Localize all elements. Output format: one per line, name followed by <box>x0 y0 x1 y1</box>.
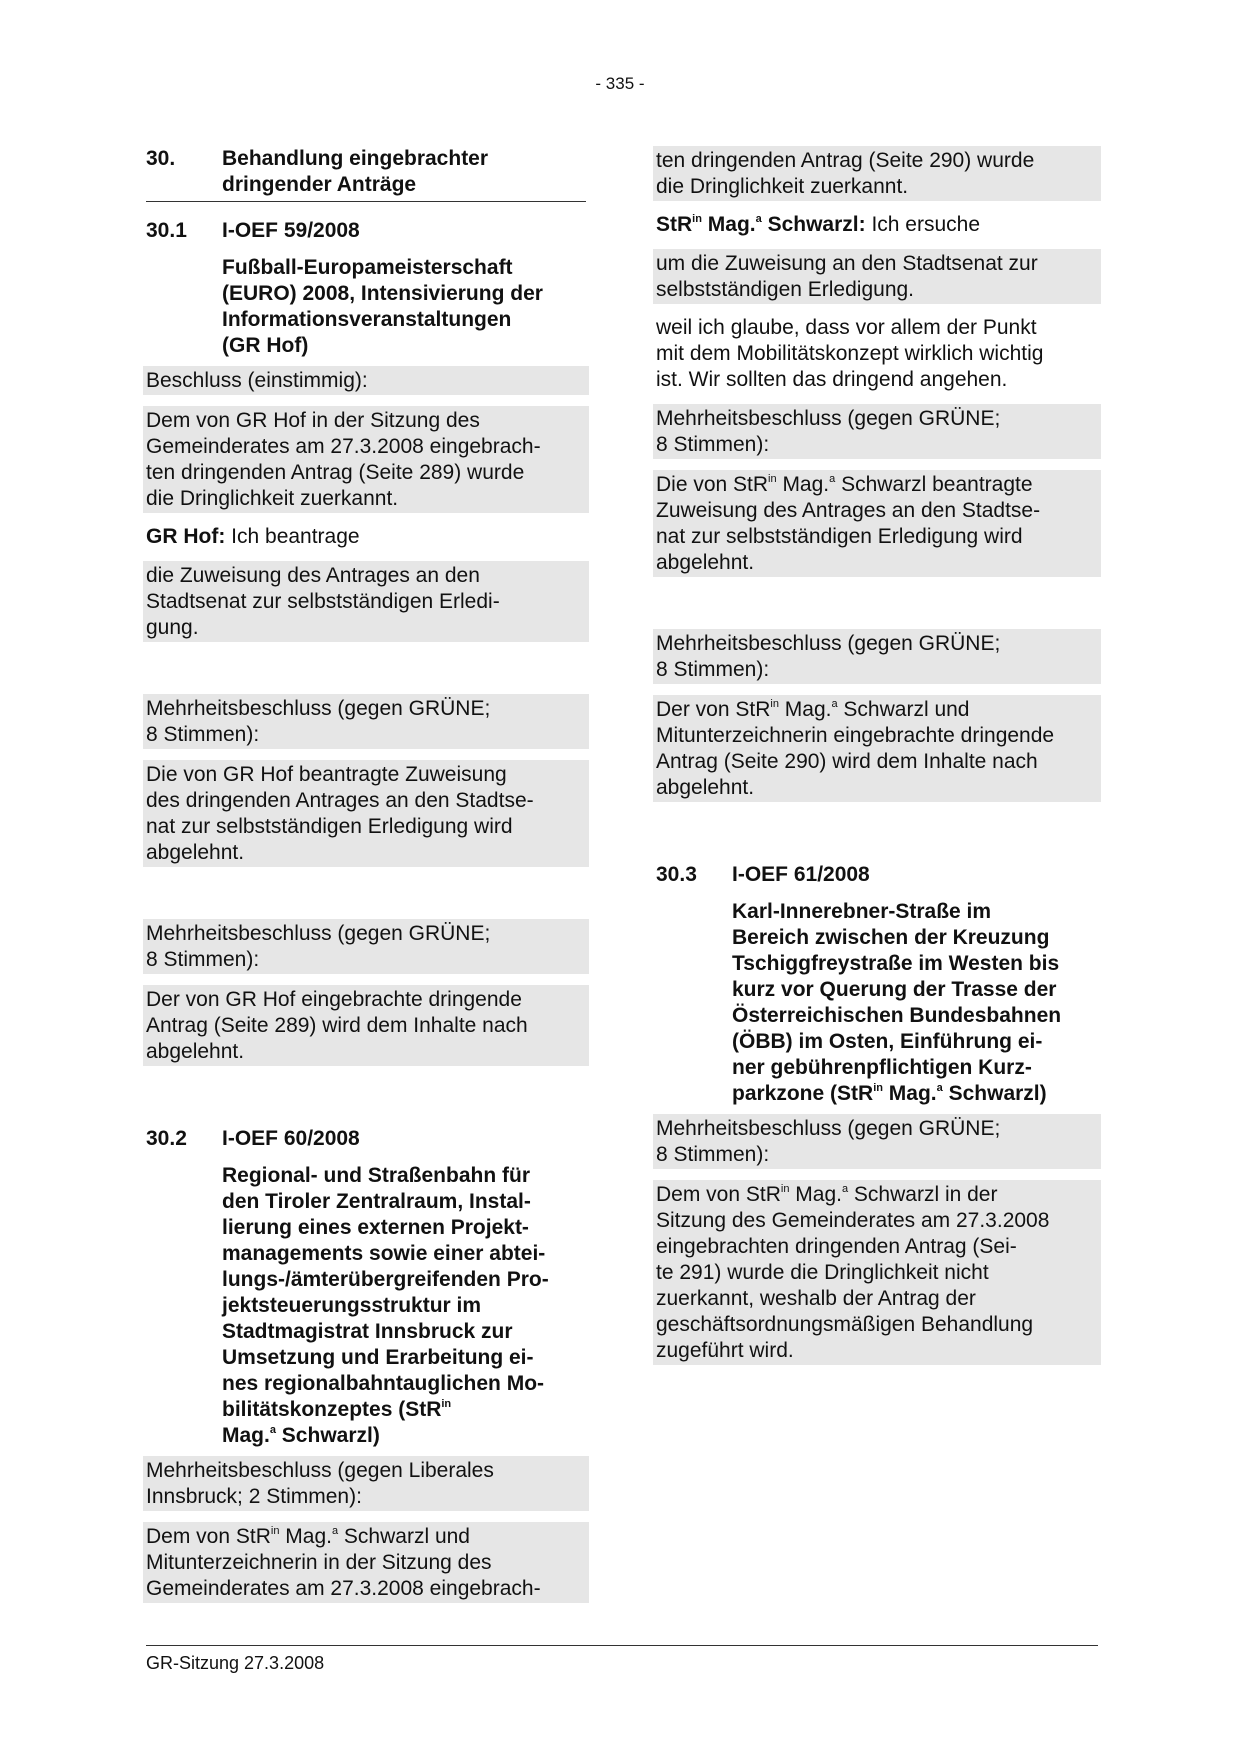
superscript: a <box>831 698 838 710</box>
text-line: abgelehnt. <box>146 1040 245 1063</box>
text-line: Mehrheitsbeschluss (gegen GRÜNE; <box>656 407 1001 430</box>
text-line: 8 Stimmen): <box>146 723 260 746</box>
text-line: nat zur selbstständigen Erledigung wird <box>146 815 513 838</box>
text-line: Antrag (Seite 290) wird dem Inhalte nach <box>656 750 1038 773</box>
text-line <box>656 697 1098 723</box>
text-line <box>146 1524 586 1550</box>
speaker-line <box>656 212 1098 238</box>
section-title-line: Behandlung eingebrachter <box>222 147 489 170</box>
text-line: Beschluss (einstimmig): <box>146 369 368 392</box>
text-line <box>656 472 1098 498</box>
text-line: Der von GR Hof eingebrachte dringende <box>146 988 522 1011</box>
resolution-label <box>653 629 1101 684</box>
text-line: gung. <box>146 616 199 639</box>
text-span: Dem von StR <box>146 1525 271 1548</box>
text-line: Stadtsenat zur selbstständigen Erledi- <box>146 590 500 613</box>
motion-title-line: nes regionalbahntauglichen Mo- <box>222 1372 545 1395</box>
text-span: Mag. <box>789 1183 842 1206</box>
motion-title-line: Informationsveranstaltungen <box>222 308 512 331</box>
motion-title-line: (ÖBB) im Osten, Einführung ei- <box>732 1030 1043 1053</box>
text-line: Mehrheitsbeschluss (gegen GRÜNE; <box>146 697 491 720</box>
motion-title-line: Bereich zwischen der Kreuzung <box>732 926 1050 949</box>
resolution-label <box>143 694 589 749</box>
motion-title <box>222 255 586 359</box>
speaker-text: Ich ersuche <box>865 213 981 236</box>
superscript: a <box>269 1424 276 1436</box>
text-line: te 291) wurde die Dringlichkeit nicht <box>656 1261 989 1284</box>
superscript: in <box>441 1398 452 1410</box>
motion-title-line: Stadtmagistrat Innsbruck zur <box>222 1320 513 1343</box>
superscript: a <box>936 1082 943 1094</box>
resolution-text <box>143 406 589 513</box>
text-line: Mehrheitsbeschluss (gegen GRÜNE; <box>656 632 1001 655</box>
text-span: Mag. <box>778 698 832 721</box>
text-span: parkzone (StR <box>732 1082 874 1105</box>
footer-divider <box>146 1645 1098 1646</box>
resolution-text <box>143 760 589 867</box>
text-line: um die Zuweisung an den Stadtsenat zur <box>656 252 1038 275</box>
text-span: Mag. <box>882 1082 937 1105</box>
text-line: mit dem Mobilitätskonzept wirklich wichtig <box>656 342 1044 365</box>
resolution-text <box>653 695 1101 802</box>
resolution-text <box>653 470 1101 577</box>
resolution-text <box>653 1180 1101 1365</box>
text-line: abgelehnt. <box>656 551 755 574</box>
text-line: die Zuweisung des Antrages an den <box>146 564 480 587</box>
motion-title-line: Fußball-Europameisterschaft <box>222 256 513 279</box>
superscript: in <box>770 698 779 710</box>
left-column <box>146 146 586 1603</box>
motion-title-line: den Tiroler Zentralraum, Instal- <box>222 1190 531 1213</box>
page-footer: GR-Sitzung 27.3.2008 <box>146 1653 325 1673</box>
motion-title-line <box>222 1397 586 1423</box>
text-line: ten dringenden Antrag (Seite 290) wurde <box>656 149 1035 172</box>
text-line: Gemeinderates am 27.3.2008 eingebrach- <box>146 1577 541 1600</box>
text-span: Mag. <box>279 1525 332 1548</box>
text-span: Mag. <box>776 473 830 496</box>
text-line: nat zur selbstständigen Erledigung wird <box>656 525 1023 548</box>
motion-title-line: (EURO) 2008, Intensivierung der <box>222 282 543 305</box>
text-line: Mehrheitsbeschluss (gegen GRÜNE; <box>656 1117 1001 1140</box>
text-line: abgelehnt. <box>656 776 755 799</box>
text-line: zugeführt wird. <box>656 1339 794 1362</box>
resolution-text-continued <box>653 146 1101 201</box>
text-line: Die von GR Hof beantragte Zuweisung <box>146 763 507 786</box>
text-span: Der von StR <box>656 698 771 721</box>
motion-title-line <box>222 1423 586 1449</box>
text-line: ist. Wir sollten das dringend angehen. <box>656 368 1008 391</box>
text-span: Schwarzl: <box>761 213 866 236</box>
text-line: Gemeinderates am 27.3.2008 eingebrach- <box>146 435 541 458</box>
resolution-text <box>143 1522 589 1603</box>
motion-title-line: Regional- und Straßenbahn für <box>222 1164 530 1187</box>
speaker-line <box>146 524 586 550</box>
text-span: Mag. <box>222 1424 270 1447</box>
text-line: Dem von GR Hof in der Sitzung des <box>146 409 480 432</box>
text-line: 8 Stimmen): <box>656 658 770 681</box>
text-line: des dringenden Antrages an den Stadtse- <box>146 789 534 812</box>
speech-paragraph <box>656 315 1098 393</box>
section-number: 30.3 <box>656 863 697 886</box>
motion-title <box>732 899 1098 1107</box>
speaker-name <box>656 213 866 236</box>
motion-title-line: Karl-Innerebner-Straße im <box>732 900 992 923</box>
text-line: Mitunterzeichnerin in der Sitzung des <box>146 1551 492 1574</box>
motion-title-line: Österreichischen Bundesbahnen <box>732 1004 1062 1027</box>
resolution-label <box>653 1114 1101 1169</box>
section-number: 30.2 <box>146 1127 187 1150</box>
superscript: a <box>829 473 836 485</box>
motion-code: I-OEF 59/2008 <box>222 219 360 242</box>
section-number: 30.1 <box>146 219 187 242</box>
text-span: Schwarzl in der <box>848 1183 998 1206</box>
text-line: die Dringlichkeit zuerkannt. <box>146 487 399 510</box>
text-line: Mitunterzeichnerin eingebrachte dringende <box>656 724 1055 747</box>
motion-request <box>143 561 589 642</box>
motion-title-line: kurz vor Querung der Trasse der <box>732 978 1057 1001</box>
text-line: selbstständigen Erledigung. <box>656 278 915 301</box>
text-span: Schwarzl) <box>942 1082 1047 1105</box>
resolution-text <box>143 985 589 1066</box>
speaker-text: Ich beantrage <box>225 525 360 548</box>
text-span: Schwarzl beantragte <box>835 473 1033 496</box>
text-span: StR <box>656 213 693 236</box>
motion-title-line: (GR Hof) <box>222 334 309 357</box>
text-line: zuerkannt, weshalb der Antrag der <box>656 1287 976 1310</box>
superscript: in <box>780 1183 790 1195</box>
text-line: weil ich glaube, dass vor allem der Punkt <box>656 316 1037 339</box>
text-line: Mehrheitsbeschluss (gegen GRÜNE; <box>146 922 491 945</box>
motion-request <box>653 249 1101 304</box>
motion-title-line: jektsteuerungsstruktur im <box>222 1294 482 1317</box>
section-title <box>222 146 586 198</box>
section-30-3-heading <box>656 862 1098 888</box>
text-line: Mehrheitsbeschluss (gegen Liberales <box>146 1459 494 1482</box>
text-span: Schwarzl) <box>275 1424 380 1447</box>
text-span: Schwarzl und <box>837 698 970 721</box>
text-line <box>656 1182 1098 1208</box>
superscript: a <box>331 1525 339 1537</box>
motion-title-line: managements sowie einer abtei- <box>222 1242 546 1265</box>
text-line: Zuweisung des Antrages an den Stadtse- <box>656 499 1041 522</box>
motion-title-line: lierung eines externen Projekt- <box>222 1216 529 1239</box>
section-30-heading <box>146 146 586 202</box>
motion-title-line <box>732 1081 1098 1107</box>
text-line: abgelehnt. <box>146 841 245 864</box>
text-line: Sitzung des Gemeinderates am 27.3.2008 <box>656 1209 1050 1232</box>
resolution-label <box>653 404 1101 459</box>
motion-code: I-OEF 61/2008 <box>732 863 870 886</box>
text-line: Antrag (Seite 289) wird dem Inhalte nach <box>146 1014 528 1037</box>
text-line: 8 Stimmen): <box>146 948 260 971</box>
text-line: eingebrachten dringenden Antrag (Sei- <box>656 1235 1017 1258</box>
speaker-name: GR Hof: <box>146 525 226 548</box>
right-column <box>656 146 1098 1365</box>
superscript: in <box>270 1525 280 1537</box>
motion-title-line: Umsetzung und Erarbeitung ei- <box>222 1346 534 1369</box>
section-30-1-heading <box>146 218 586 244</box>
text-line: geschäftsordnungsmäßigen Behandlung <box>656 1313 1034 1336</box>
text-line: Innsbruck; 2 Stimmen): <box>146 1485 362 1508</box>
text-span: Mag. <box>701 213 756 236</box>
section-number: 30. <box>146 147 176 170</box>
section-30-2-heading <box>146 1126 586 1152</box>
text-span: Dem von StR <box>656 1183 781 1206</box>
superscript: in <box>692 213 702 225</box>
section-title-line: dringender Anträge <box>222 173 417 196</box>
resolution-label <box>143 919 589 974</box>
text-line: die Dringlichkeit zuerkannt. <box>656 175 909 198</box>
superscript: in <box>768 473 777 485</box>
text-line: ten dringenden Antrag (Seite 289) wurde <box>146 461 525 484</box>
motion-code: I-OEF 60/2008 <box>222 1127 360 1150</box>
resolution-label <box>143 1456 589 1511</box>
superscript: in <box>873 1082 883 1094</box>
motion-title-line: Tschiggfreystraße im Westen bis <box>732 952 1060 975</box>
text-span: Schwarzl und <box>338 1525 470 1548</box>
text-span: bilitätskonzeptes (StR <box>222 1398 442 1421</box>
text-line: 8 Stimmen): <box>656 433 770 456</box>
superscript: a <box>841 1183 849 1195</box>
resolution-label <box>143 366 589 395</box>
superscript: a <box>755 213 762 225</box>
page-number: - 335 - <box>595 74 645 93</box>
motion-title <box>222 1163 586 1449</box>
motion-title-line: lungs-/ämterübergreifenden Pro- <box>222 1268 549 1291</box>
text-span: Die von StR <box>656 473 769 496</box>
motion-title-line: ner gebührenpflichtigen Kurz- <box>732 1056 1032 1079</box>
text-line: 8 Stimmen): <box>656 1143 770 1166</box>
